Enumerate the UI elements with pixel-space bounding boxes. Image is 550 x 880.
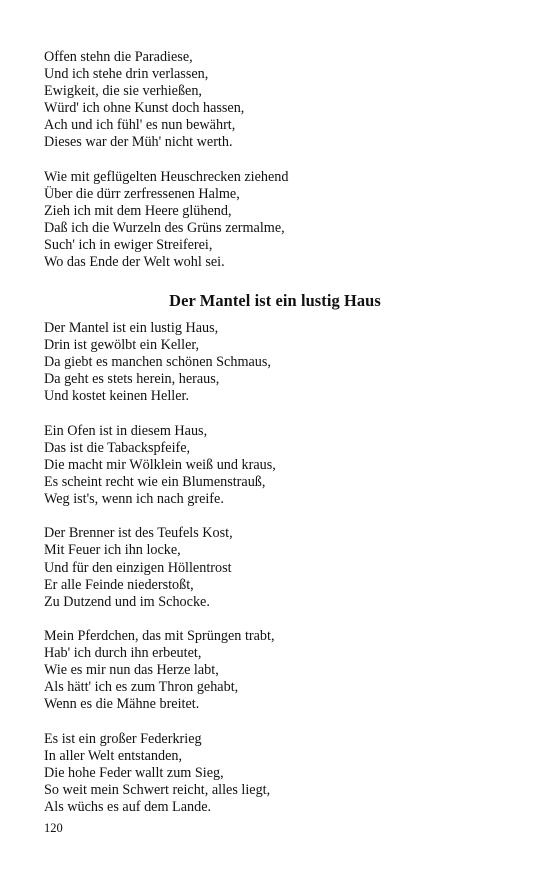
stanza-gap — [44, 508, 514, 525]
verse-line: Der Mantel ist ein lustig Haus, — [44, 320, 219, 336]
verse-line: Und für den einzigen Höllentrost — [44, 559, 232, 576]
verse-line: Hab' ich durch ihn erbeutet, — [44, 645, 202, 662]
verse-line: Weg ist's, wenn ich nach greife. — [44, 491, 224, 508]
stanza-gap — [44, 405, 514, 422]
stanza-gap — [44, 611, 514, 628]
stanza — [44, 423, 514, 508]
stanza — [44, 169, 514, 272]
verse-line: Über die dürr zerfressenen Halme, — [44, 185, 240, 202]
verse-line: Offen stehn die Paradiese, — [44, 49, 193, 65]
verse-line: Er alle Feinde niederstoßt, — [44, 576, 194, 593]
first-poem-continuation — [44, 49, 514, 271]
verse-line: Ewigkeit, die sie verhießen, — [44, 83, 202, 100]
verse-line: Ein Ofen ist in diesem Haus, — [44, 422, 208, 439]
verse-line: Zu Dutzend und im Schocke. — [44, 593, 210, 610]
verse-line: Ach und ich fühl' es nun bewährt, — [44, 117, 236, 134]
verse-line: Der Brenner ist des Teufels Kost, — [44, 525, 233, 542]
stanza — [44, 525, 514, 610]
poem-title: Der Mantel ist ein lustig Haus — [169, 291, 381, 310]
stanza — [44, 320, 514, 405]
stanza-gap — [44, 713, 514, 730]
verse-line: Als wüchs es auf dem Lande. — [44, 799, 212, 815]
verse-line: Dieses war der Müh' nicht werth. — [44, 134, 233, 151]
stanza-gap — [44, 152, 514, 169]
verse-line: Die macht mir Wölklein weiß und kraus, — [44, 456, 276, 473]
verse-line: Drin ist gewölbt ein Keller, — [44, 337, 200, 354]
verse-line: Als hätt' ich es zum Thron gehabt, — [44, 679, 239, 696]
verse-line: Wie es mir nun das Herze labt, — [44, 662, 219, 679]
verse-line: Zieh ich mit dem Heere glühend, — [44, 202, 232, 219]
verse-line: Da giebt es manchen schönen Schmaus, — [44, 354, 271, 371]
verse-line: Wenn es die Mähne breitet. — [44, 696, 200, 713]
verse-line: Und kostet keinen Heller. — [44, 388, 189, 405]
verse-line: Mit Feuer ich ihn locke, — [44, 542, 181, 559]
verse-line: Es scheint recht wie ein Blumenstrauß, — [44, 473, 266, 490]
verse-line: Wie mit geflügelten Heuschrecken ziehend — [44, 168, 289, 185]
page-number: 120 — [44, 821, 63, 835]
second-poem-body — [44, 320, 514, 816]
verse-line: Daß ich die Wurzeln des Grüns zermalme, — [44, 220, 285, 237]
verse-line: Würd' ich ohne Kunst doch hassen, — [44, 100, 245, 117]
verse-line: In aller Welt entstanden, — [44, 747, 183, 764]
stanza — [44, 49, 514, 152]
verse-line: So weit mein Schwert reicht, alles liegt, — [44, 781, 271, 798]
verse-line: Wo das Ende der Welt wohl sei. — [44, 254, 225, 271]
verse-line: Such' ich in ewiger Streiferei, — [44, 237, 213, 254]
verse-line: Es ist ein großer Federkrieg — [44, 730, 202, 747]
verse-line: Mein Pferdchen, das mit Sprüngen trabt, — [44, 627, 275, 644]
verse-line: Da geht es stets herein, heraus, — [44, 371, 220, 388]
stanza — [44, 731, 514, 816]
stanza — [44, 628, 514, 713]
verse-line: Die hohe Feder wallt zum Sieg, — [44, 764, 224, 781]
verse-line: Das ist die Tabackspfeife, — [44, 439, 191, 456]
verse-line: Und ich stehe drin verlassen, — [44, 66, 209, 83]
